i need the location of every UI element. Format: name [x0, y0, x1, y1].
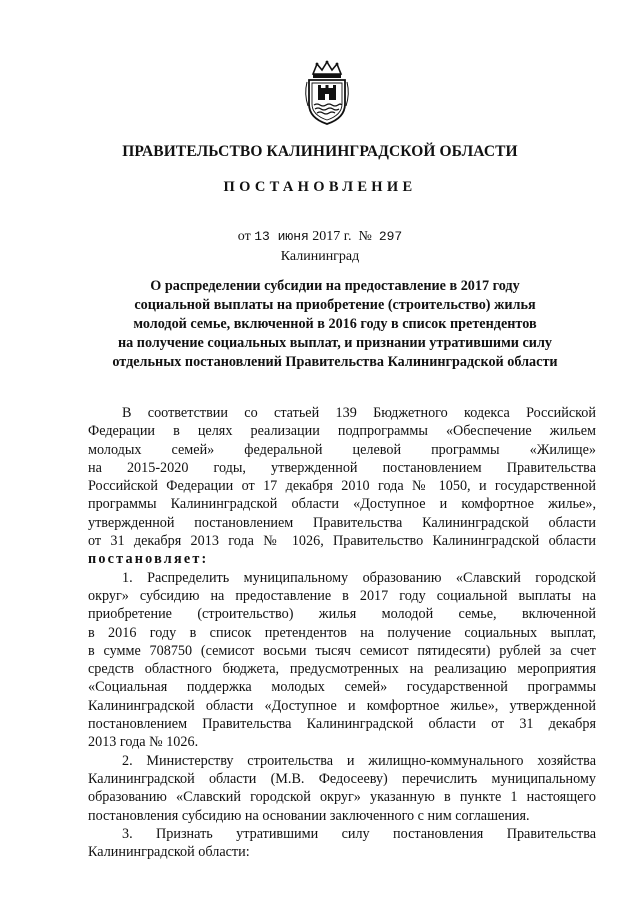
body-line: на 2015-2020 годы, утвержденной постановлением Правительства [88, 459, 596, 476]
document-type: ПОСТАНОВЛЕНИЕ [223, 179, 417, 195]
body-line: в сумме 708750 (семисот восьми тысяч семисот пятидесяти) рублей за счет [88, 642, 596, 659]
date-prefix: от [237, 229, 251, 244]
body-line: 1. Распределить муниципальному образованию «Славский городской [122, 569, 596, 586]
government-title: ПРАВИТЕЛЬСТВО КАЛИНИНГРАДСКОЙ ОБЛАСТИ [122, 143, 518, 160]
resolves-word: постановляет: [88, 551, 209, 568]
year: 2017 г. [312, 229, 352, 244]
body-line: округ» субсидию на предоставление в 2017 году социальной выплаты на [88, 587, 596, 604]
document-number: 297 [378, 229, 403, 244]
body-line: 3. Признать утратившими силу постановления Правительства [122, 825, 596, 842]
body-line: 2013 года № 1026. [88, 734, 199, 751]
number-sign: № [358, 229, 372, 244]
body-line: молодых семей» федеральной целевой программы «Жилище» [88, 441, 596, 458]
body-line: Калининградской области (М.В. Федосееву) перечислить муниципальному [88, 770, 596, 787]
subject-line: социальной выплаты на приобретение (строительство) жилья [134, 297, 536, 313]
body-line: постановления субсидию на основании заключенного с ним соглашения. [88, 807, 530, 824]
body-line: «Социальная поддержка молодых семей» государственной программы [88, 679, 596, 696]
body-line: Калининградской области «Доступное и комфортное жилье», утвержденной [88, 697, 596, 714]
body-line: 2. Министерству строительства и жилищно-коммунального хозяйства [122, 752, 596, 769]
subject-line: молодой семье, включенной в 2016 году в список претендентов [133, 316, 537, 332]
body-line: Калининградской области: [88, 844, 250, 861]
coat-of-arms-emblem [303, 60, 351, 126]
body-line: программы Калининградской области «Доступное и комфортное жилье», [88, 496, 596, 513]
body-line: Федерации в целях реализации подпрограммы «Обеспечение жильем [88, 423, 596, 440]
body-line: утвержденной постановлением Правительства Калининградской области [88, 514, 596, 531]
body-line: в 2016 году в список претендентов на получение социальных выплат, [88, 624, 596, 641]
body-line: средств областного бюджета, предусмотренных на реализацию мероприятия [88, 661, 596, 678]
body-line: от 31 декабря 2013 года № 1026, Правительство Калининградской области [88, 533, 596, 550]
subject-line: отдельных постановлений Правительства Калининградской области [112, 354, 558, 370]
document-subject [80, 277, 590, 372]
date-number-line [0, 229, 640, 245]
body-line: образованию «Славский городской округ» указанную в пункте 1 настоящего [88, 789, 596, 806]
body-line: приобретение (строительство) жилья молодой семье, включенной [88, 606, 596, 623]
subject-line: О распределении субсидии на предоставление в 2017 году [150, 278, 520, 294]
document-body [88, 404, 596, 861]
body-line: В соответствии со статьей 139 Бюджетного кодекса Российской [122, 405, 596, 421]
body-line: Российской Федерации от 17 декабря 2010 года № 1050, и государственной [88, 478, 596, 495]
subject-line: на получение социальных выплат, и признании утратившими силу [117, 335, 553, 351]
body-line: постановлением Правительства Калининградской области от 31 декабря [88, 716, 596, 733]
city: Калининград [280, 249, 360, 264]
handwritten-date: 13 июня [254, 229, 309, 244]
